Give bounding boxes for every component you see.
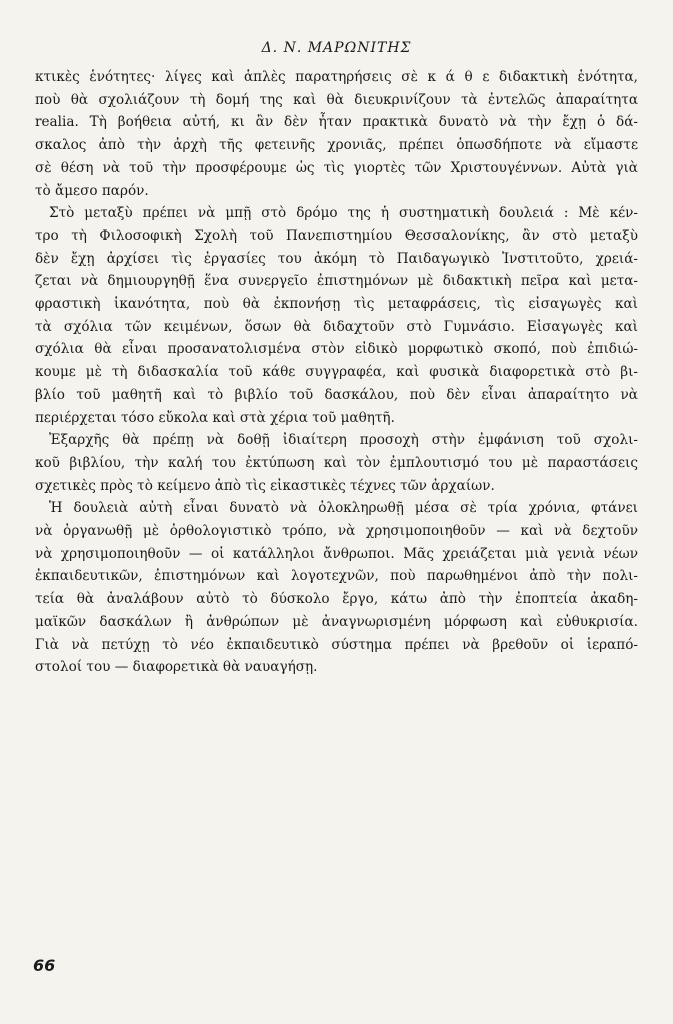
text-line: Στὸ μεταξὺ πρέπει νὰ μπῇ στὸ δρόμο της ἡ συστηματικὴ δουλειά : Μὲ κέν- bbox=[49, 205, 638, 222]
paragraph bbox=[35, 202, 638, 429]
text-line: βλίο τοῦ μαθητῆ καὶ τὸ βιβλίο τοῦ δασκάλου, ποὺ δὲν εἶναι ἀπαραίτητο νὰ bbox=[35, 386, 638, 403]
text-line: μαϊκῶν δασκάλων ἢ ἀνθρώπων μὲ ἀναγνωρισμένη μόρφωση καὶ εὐθυκρισία. bbox=[35, 613, 638, 630]
text-line: realia. Τὴ βοήθεια αὐτή, κι ἂν δὲν ἦταν πρακτικὰ δυνατὸ νὰ τὴν ἔχῃ ὁ δά- bbox=[35, 114, 638, 131]
text-line: τρο τὴ Φιλοσοφικὴ Σχολὴ τοῦ Πανεπιστημίου Θεσσαλονίκης, ἂν στὸ μεταξὺ bbox=[35, 227, 638, 244]
text-line: ζεται νὰ δημιουργηθῇ ἕνα συνεργεῖο ἐπιστημόνων μὲ διδακτικὴ πεῖρα καὶ μετα- bbox=[35, 273, 638, 290]
text-line: Ἡ δουλειὰ αὐτὴ εἶναι δυνατὸ νὰ ὁλοκληρωθῇ μέσα σὲ τρία χρόνια, φτάνει bbox=[49, 500, 638, 517]
paragraph bbox=[35, 429, 638, 497]
text-line: τὸ ἄμεσο παρόν. bbox=[35, 182, 149, 199]
text-line: Γιὰ νὰ πετύχῃ τὸ νέο ἐκπαιδευτικὸ σύστημα πρέπει νὰ βρεθοῦν οἱ ἱεραπό- bbox=[35, 636, 638, 653]
text-line: τεία θὰ ἀναλάβουν αὐτὸ τὸ δύσκολο ἔργο, κάτω ἀπὸ τὴν ἐποπτεία ἀκαδη- bbox=[35, 591, 638, 608]
text-line: σὲ θέση νὰ τοῦ τὴν προσφέρουμε ὡς τὶς γιορτὲς τῶν Χριστουγέννων. Αὐτὰ γιὰ bbox=[35, 159, 638, 176]
paragraph bbox=[35, 497, 638, 679]
paragraph bbox=[35, 66, 638, 202]
running-head: Δ. Ν. ΜΑΡΩΝΙΤΗΣ bbox=[261, 40, 412, 56]
text-line: σχετικὲς πρὸς τὸ κείμενο ἀπὸ τὶς εἰκαστικὲς τέχνες τῶν ἀρχαίων. bbox=[35, 477, 495, 494]
text-line: περιέρχεται τόσο εὔκολα καὶ στὰ χέρια τοῦ μαθητῆ. bbox=[35, 409, 395, 426]
text-line: σκαλος ἀπὸ τὴν ἀρχὴ τῆς φετεινῆς χρονιᾶς, πρέπει ὁπωσδήποτε νὰ εἴμαστε bbox=[35, 137, 638, 154]
text-line: στολοί του — διαφορετικὰ θὰ ναυαγήσῃ. bbox=[35, 659, 318, 676]
text-line: νὰ ὀργανωθῇ μὲ ὀρθολογιστικὸ τρόπο, νὰ χρησιμοποιηθοῦν — καὶ νὰ δεχτοῦν bbox=[35, 523, 638, 540]
text-line: δὲν ἔχῃ ἀρχίσει τὶς ἐργασίες του ἀκόμη τὸ Παιδαγωγικὸ Ἰνστιτοῦτο, χρειά- bbox=[35, 250, 638, 267]
text-line: σχόλια θὰ εἶναι προσανατολισμένα στὸν εἰδικὸ μορφωτικὸ σκοπό, ποὺ ἐπιδιώ- bbox=[35, 341, 638, 358]
text-line: κτικὲς ἑνότητες· λίγες καὶ ἁπλὲς παρατηρήσεις σὲ κ ά θ ε διδακτικὴ ἑνότητα, bbox=[35, 69, 638, 85]
text-line: κοῦ βιβλίου, τὴν καλή του ἐκτύπωση καὶ τὸν ἐμπλουτισμό του μὲ παραστάσεις bbox=[35, 454, 638, 471]
text-line: κουμε μὲ τὴ διδασκαλία τοῦ κάθε συγγραφέα, καὶ φυσικὰ διαφορετικὰ στὸ βι- bbox=[35, 364, 638, 381]
body-text bbox=[35, 66, 638, 679]
text-line: Ἐξαρχῆς θὰ πρέπῃ νὰ δοθῇ ἰδιαίτερη προσοχὴ στὴν ἐμφάνιση τοῦ σχολι- bbox=[49, 432, 638, 449]
page-number: 66 bbox=[33, 956, 56, 975]
text-line: ἐκπαιδευτικῶν, ἐπιστημόνων καὶ λογοτεχνῶν, ποὺ παρωθημένοι ἀπὸ τὴν πολι- bbox=[35, 568, 638, 585]
text-line: φραστικὴ ἱκανότητα, ποὺ θὰ ἐκπονήσῃ τὶς μεταφράσεις, τὶς εἰσαγωγὲς καὶ bbox=[35, 296, 638, 313]
text-line: τὰ σχόλια τῶν κειμένων, ὅσων θὰ διδαχτοῦν στὸ Γυμνάσιο. Εἰσαγωγὲς καὶ bbox=[35, 318, 638, 335]
text-line: ποὺ θὰ σχολιάζουν τὴ δομή της καὶ θὰ διευκρινίζουν τὰ ἐντελῶς ἀπαραίτητα bbox=[35, 91, 638, 108]
text-line: νὰ χρησιμοποιηθοῦν — οἱ κατάλληλοι ἄνθρωποι. Μᾶς χρειάζεται μιὰ γενιὰ νέων bbox=[35, 545, 638, 562]
